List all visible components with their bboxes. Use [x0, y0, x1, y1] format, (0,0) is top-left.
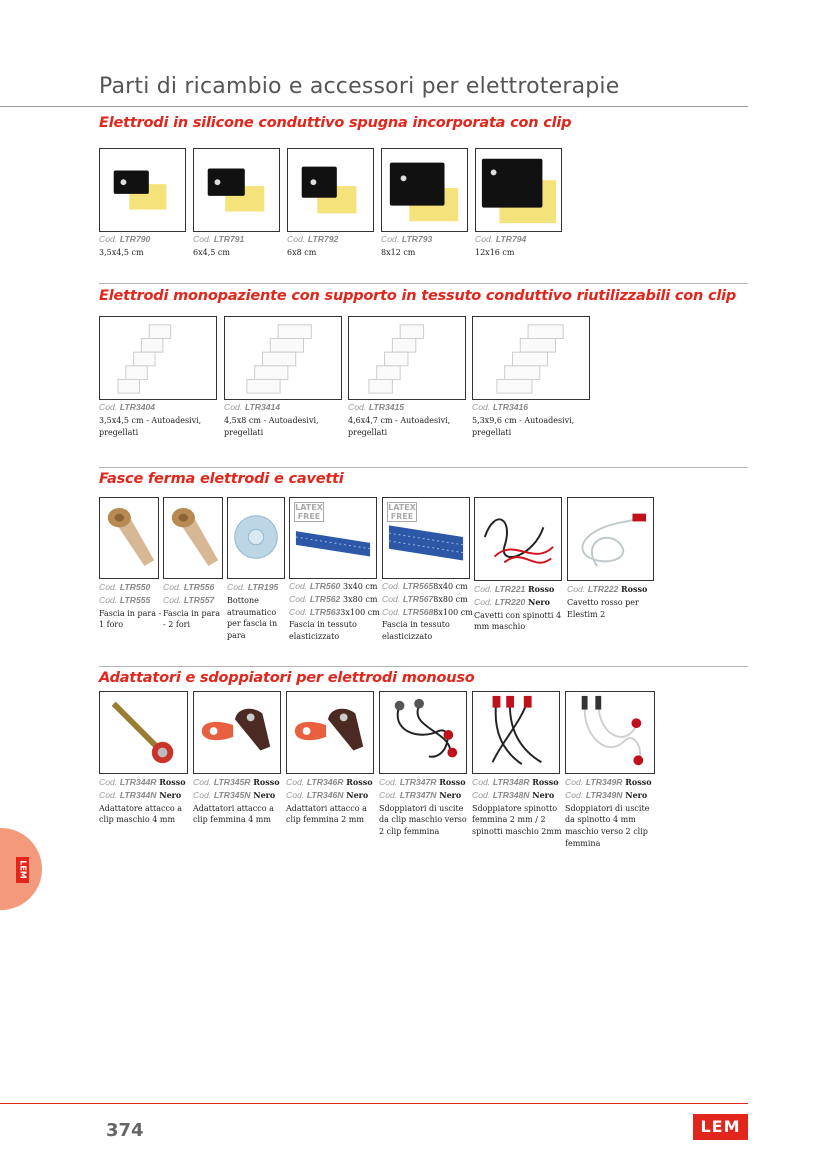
cod-label: Cod. [99, 234, 118, 244]
product-image-ltr791 [193, 148, 280, 232]
white-electrodes-stack-icon [349, 317, 465, 399]
product-code: LTR348N [492, 789, 530, 800]
product-code: LTR221 [494, 584, 526, 594]
product-desc: Adattatori attacco a clip femmina 4 mm [193, 803, 274, 825]
product-image-ltr349 [565, 691, 655, 774]
product-image-ltr556 [163, 497, 223, 579]
side-logo-text: LEM [18, 860, 28, 879]
product-image-ltr560 [289, 497, 377, 579]
product-color: Nero [532, 789, 555, 800]
cod-label: Cod. [99, 402, 118, 412]
product-color: Nero [159, 789, 182, 800]
black-electrode-yellow-sponge-icon [100, 149, 185, 231]
cod-label: Cod. [99, 594, 118, 605]
product-image-ltr790 [99, 148, 186, 232]
adapter-pin-icon [100, 692, 187, 773]
product-image-ltr222 [567, 497, 654, 581]
white-electrodes-stack-icon [473, 317, 589, 399]
cod-label: Cod. [286, 777, 305, 787]
product-desc: 3,5x4,5 cm [99, 247, 144, 257]
product-image-ltr344 [99, 691, 188, 774]
product-desc: Fascia in tessuto elasticizzato [382, 620, 450, 642]
cod-label: Cod. [289, 593, 308, 604]
product-size: 8x80 cm [433, 594, 468, 604]
product-code: LTR555 [119, 594, 151, 605]
cod-label: Cod. [565, 777, 584, 787]
product-color: Rosso [621, 584, 648, 594]
product-code: LTR348R [492, 777, 530, 787]
cod-label: Cod. [289, 606, 308, 617]
cod-label: Cod. [379, 789, 398, 800]
section-divider [99, 467, 748, 468]
product-desc: 12x16 cm [475, 247, 515, 257]
product-code: LTR563 [309, 606, 341, 617]
clear-cable-icon [568, 498, 653, 580]
product-code: LTR346N [306, 789, 344, 800]
product-desc: Adattatori attacco a clip femmina 2 mm [286, 803, 367, 825]
product-color: Nero [439, 789, 462, 800]
product-code: LTR195 [247, 582, 279, 592]
cod-label: Cod. [472, 777, 491, 787]
cod-label: Cod. [565, 789, 584, 800]
cod-label: Cod. [382, 606, 401, 617]
cod-label: Cod. [472, 402, 491, 412]
product-desc: 8x12 cm [381, 247, 416, 257]
product-color: Rosso [528, 584, 555, 594]
product-code: LTR345R [213, 777, 251, 787]
cod-label: Cod. [227, 582, 246, 592]
product-desc: Sdoppiatori di uscite da clip maschio verso 2 clip femmina [379, 803, 467, 837]
product-image-ltr347 [379, 691, 467, 774]
product-desc: 6x4,5 cm [193, 247, 230, 257]
cod-label: Cod. [474, 584, 493, 594]
cod-label: Cod. [99, 789, 118, 800]
white-electrodes-stack-icon [225, 317, 341, 399]
cod-label: Cod. [472, 789, 491, 800]
adapter-clips-icon [194, 692, 280, 773]
cod-label: Cod. [475, 234, 494, 244]
para-band-roll-icon [164, 498, 222, 578]
product-code: LTR794 [495, 234, 527, 244]
black-electrode-yellow-sponge-icon [194, 149, 279, 231]
cod-label: Cod. [567, 584, 586, 594]
product-size: 3x100 cm [340, 607, 380, 617]
product-color: Nero [625, 789, 648, 800]
product-color: Nero [528, 596, 550, 607]
product-desc: Adattatore attacco a clip maschio 4 mm [99, 803, 183, 825]
black-electrode-yellow-sponge-icon [382, 149, 467, 231]
product-code: LTR557 [183, 594, 215, 605]
splitter-white-icon [566, 692, 654, 773]
product-code: LTR347N [399, 789, 437, 800]
product-desc: 5,3x9,6 cm - Autoadesivi, pregellati [472, 415, 575, 437]
product-code: LTR222 [587, 584, 619, 594]
product-image-ltr221 [474, 497, 562, 581]
cod-label: Cod. [381, 234, 400, 244]
cod-label: Cod. [193, 789, 212, 800]
product-code: LTR3414 [244, 402, 281, 412]
product-image-ltr794 [475, 148, 562, 232]
product-code: LTR3404 [119, 402, 156, 412]
section-title-monopaziente: Elettrodi monopaziente con supporto in tessuto conduttivo riutilizzabili con clip [99, 288, 737, 304]
cod-label: Cod. [382, 581, 401, 591]
product-color: Rosso [346, 777, 373, 787]
product-code: LTR565 [402, 581, 434, 591]
product-desc: Sdoppiatore spinotto femmina 2 mm / 2 spinotti maschio 2mm [472, 803, 562, 837]
product-desc: 6x8 cm [287, 247, 317, 257]
product-image-ltr195 [227, 497, 285, 579]
cod-label: Cod. [382, 593, 401, 604]
product-code: LTR346R [306, 777, 344, 787]
product-desc: Sdoppiatori di uscite da spinotto 4 mm maschio verso 2 clip femmina [565, 803, 650, 848]
product-desc: Cavetti con spinotti 4 mm maschio [474, 610, 562, 632]
cod-label: Cod. [379, 777, 398, 787]
white-electrodes-stack-icon [100, 317, 216, 399]
cod-label: Cod. [474, 596, 493, 607]
product-color: Rosso [532, 777, 559, 787]
product-desc: 4,6x4,7 cm - Autoadesivi, pregellati [348, 415, 451, 437]
product-code: LTR560 [309, 581, 341, 591]
product-code: LTR347R [399, 777, 437, 787]
product-image-ltr792 [287, 148, 374, 232]
product-desc: Bottone atraumatico per fascia in para [227, 595, 278, 641]
latex-free-badge: LATEX FREE [295, 503, 323, 521]
product-color: Rosso [253, 777, 280, 787]
product-code: LTR344N [119, 789, 157, 800]
para-band-roll-icon [100, 498, 158, 578]
cod-label: Cod. [163, 594, 182, 605]
footer-lem-logo: LEM [693, 1114, 748, 1140]
product-code: LTR792 [307, 234, 339, 244]
product-code: LTR3415 [368, 402, 405, 412]
cod-label: Cod. [99, 582, 118, 592]
blue-button-icon [228, 498, 284, 578]
product-code: LTR562 [309, 593, 341, 604]
product-desc: Fascia in para - 1 foro [99, 608, 162, 630]
product-color: Nero [253, 789, 276, 800]
product-code: LTR790 [119, 234, 151, 244]
product-code: LTR344R [119, 777, 157, 787]
product-desc: 3,5x4,5 cm - Autoadesivi, pregellati [99, 415, 202, 437]
product-code: LTR349R [585, 777, 623, 787]
product-code: LTR550 [119, 582, 151, 592]
splitter-black-icon [380, 692, 466, 773]
black-electrode-yellow-sponge-icon [288, 149, 373, 231]
cod-label: Cod. [99, 777, 118, 787]
cod-label: Cod. [286, 789, 305, 800]
product-color: Nero [346, 789, 369, 800]
cod-label: Cod. [163, 582, 182, 592]
product-image-ltr348 [472, 691, 560, 774]
product-image-ltr346 [286, 691, 374, 774]
product-code: LTR220 [494, 596, 526, 607]
product-image-ltr3404 [99, 316, 217, 400]
cod-label: Cod. [348, 402, 367, 412]
product-image-ltr565 [382, 497, 470, 579]
product-color: Rosso [625, 777, 652, 787]
splitter-pins-icon [473, 692, 559, 773]
adapter-clips-icon [287, 692, 373, 773]
footer-divider [0, 1103, 748, 1104]
product-image-ltr345 [193, 691, 281, 774]
product-desc: Cavetto rosso per Elestim 2 [567, 597, 639, 619]
title-divider [0, 106, 748, 107]
product-code: LTR793 [401, 234, 433, 244]
product-color: Rosso [159, 777, 186, 787]
page-title: Parti di ricambio e accessori per elettroterapie [99, 74, 620, 99]
section-title-adattatori: Adattatori e sdoppiatori per elettrodi monouso [99, 670, 475, 686]
product-code: LTR567 [402, 593, 434, 604]
product-code: LTR568 [402, 606, 434, 617]
product-code: LTR349N [585, 789, 623, 800]
red-black-cables-icon [475, 498, 561, 580]
product-code: LTR345N [213, 789, 251, 800]
section-divider [99, 666, 748, 667]
page-number: 374 [106, 1120, 144, 1141]
section-divider [99, 283, 748, 284]
product-size: 3x40 cm [343, 582, 378, 591]
product-code: LTR3416 [492, 402, 529, 412]
product-image-ltr550 [99, 497, 159, 579]
product-desc: Fascia in para - 2 fori [163, 608, 220, 630]
product-color: Rosso [439, 777, 466, 787]
product-image-ltr3415 [348, 316, 466, 400]
cod-label: Cod. [289, 581, 308, 591]
product-image-ltr3416 [472, 316, 590, 400]
black-electrode-yellow-sponge-icon [476, 149, 561, 231]
product-code: LTR556 [183, 582, 215, 592]
product-image-ltr793 [381, 148, 468, 232]
product-desc: 4,5x8 cm - Autoadesivi, pregellati [224, 415, 319, 437]
cod-label: Cod. [287, 234, 306, 244]
product-size: 8x100 cm [433, 607, 473, 617]
product-size: 3x80 cm [343, 594, 378, 604]
latex-free-badge: LATEX FREE [388, 503, 416, 521]
section-title-fasce: Fasce ferma elettrodi e cavetti [99, 471, 344, 487]
side-lem-logo [16, 857, 29, 883]
product-size: 8x40 cm [433, 582, 468, 591]
cod-label: Cod. [224, 402, 243, 412]
product-desc: Fascia in tessuto elasticizzato [289, 620, 357, 642]
product-image-ltr3414 [224, 316, 342, 400]
cod-label: Cod. [193, 234, 212, 244]
cod-label: Cod. [193, 777, 212, 787]
product-code: LTR791 [213, 234, 245, 244]
section-title-silicone: Elettrodi in silicone conduttivo spugna incorporata con clip [99, 115, 572, 131]
